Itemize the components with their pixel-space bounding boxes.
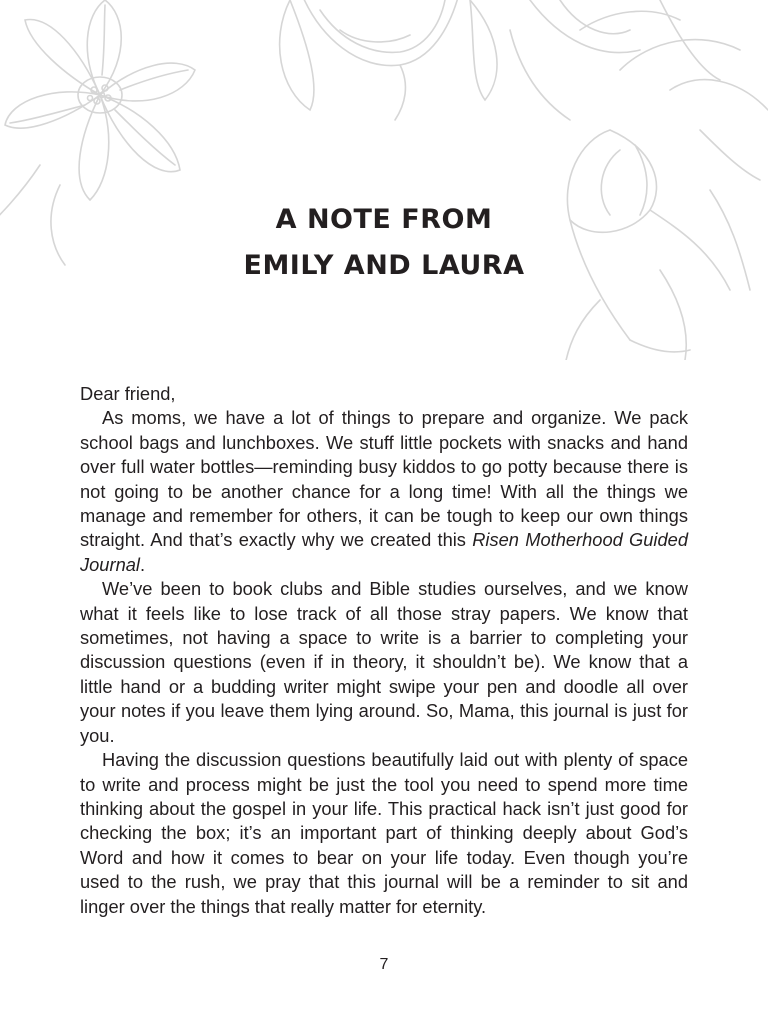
title-line-2: EMILY AND LAURA [243,250,525,281]
paragraph-1-text: As moms, we have a lot of things to prepare and organize. We pack school bags and lunchboxes. We stuff little pockets with snacks and hand over full water bottles—reminding busy kiddos to go potty because there is not going to be another chance for a long time! With all the things we manage and remember for others, it can be tough to keep our own things straight. And that’s exactly why we created this [80,407,688,551]
floral-illustration [0,0,768,360]
top-right-petals [510,0,720,120]
paragraph-1 [80,406,688,577]
paragraph-3: Having the discussion questions beautifully laid out with plenty of space to write and process might be just the tool you need to spend more time thinking about the gospel in your life. This practical hack isn’t just good for checking the box; it’s an important part of thinking deeply about God’s Word and how it comes to bear on your life today. Even though you’re used to the rush, we pray that this journal will be a reminder to sit and linger over the things that really matter for eternity. [80,749,688,917]
salutation: Dear friend, [80,383,176,404]
page-title [0,197,768,289]
right-flowers [565,11,768,360]
journal-title: Risen Motherhood Guided Journal [80,529,688,575]
center-flower [280,0,497,120]
letter-body [80,382,688,919]
page-number: 7 [379,956,389,973]
paragraph-1-end: . [139,553,146,575]
paragraph-2: We’ve been to book clubs and Bible studies ourselves, and we know what it feels like to lose track of all those stray papers. We know that sometimes, not having a space to write is a barrier to completing your discussion questions (even if in theory, it shouldn’t be). We know that a little hand or a budding writer might swipe your pen and doodle all over your notes if you leave them lying around. So, Mama, this journal is just for you. [80,578,688,746]
title-line-1: A NOTE FROM [275,204,493,235]
